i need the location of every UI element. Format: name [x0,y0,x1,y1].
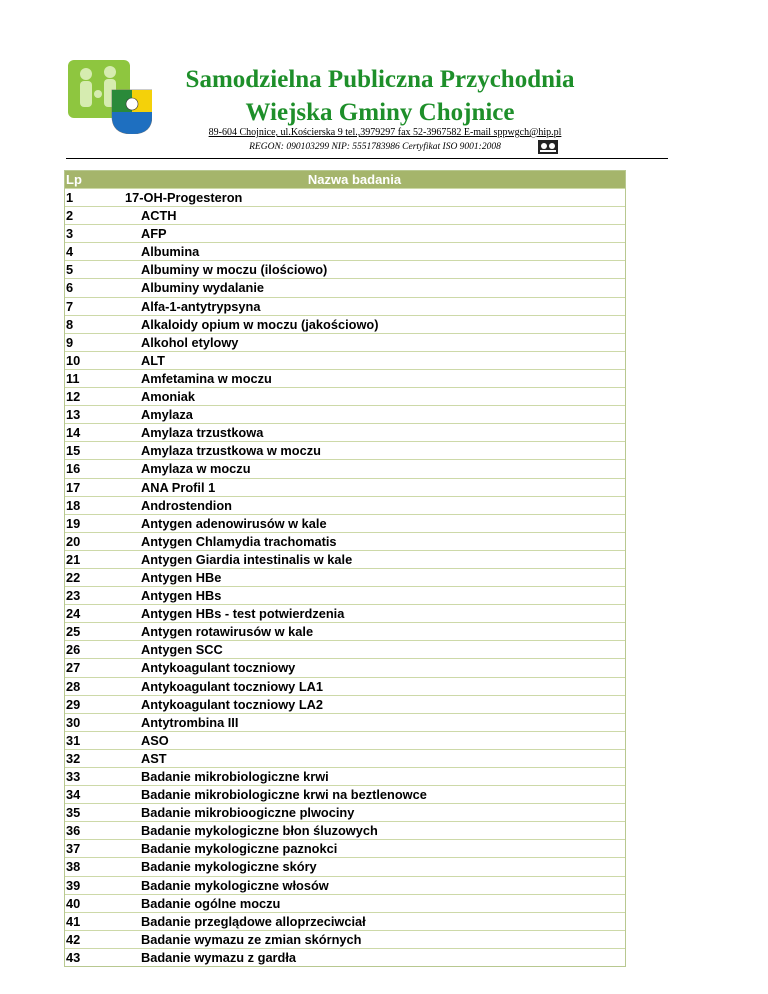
row-number: 14 [66,425,81,441]
row-number: 30 [66,714,81,730]
row-number: 17 [66,479,81,495]
row-number: 24 [66,606,81,622]
row-number: 7 [66,298,74,314]
row-number: 38 [66,859,81,875]
table-row [65,188,625,206]
table-row [65,496,625,514]
test-name: Badanie wymazu z gardła [141,949,297,965]
test-name: Antygen Chlamydia trachomatis [141,533,337,549]
table-row [65,894,625,912]
table-row [65,839,625,857]
test-name: Alkaloidy opium w moczu (jakościowo) [141,316,379,332]
table-row [65,767,625,785]
row-number: 27 [66,660,81,676]
table-row [65,423,625,441]
test-name: ALT [141,352,165,368]
header-divider [66,158,668,159]
table-row [65,731,625,749]
table-row [65,785,625,803]
test-name: Androstendion [141,497,232,513]
row-number: 2 [66,208,74,224]
test-name: Alfa-1-antytrypsyna [141,298,261,314]
row-number: 6 [66,280,74,296]
test-name: ANA Profil 1 [141,479,216,495]
table-row [65,803,625,821]
test-name: Badanie ogólne moczu [141,895,281,911]
test-name: Badanie mykologiczne błon śluzowych [141,823,378,839]
table-row [65,604,625,622]
test-name: Antytrombina III [141,714,239,730]
table-row [65,876,625,894]
test-name: Antygen HBe [141,569,222,585]
test-name: Antygen HBs - test potwierdzenia [141,606,345,622]
row-number: 34 [66,787,81,803]
row-number: 20 [66,533,81,549]
test-name: AST [141,750,167,766]
test-name: Badanie mikrobiologiczne krwi na beztlenowce [141,787,427,803]
row-number: 36 [66,823,81,839]
row-number: 29 [66,696,81,712]
table-row [65,206,625,224]
table-row [65,749,625,767]
row-number: 22 [66,569,81,585]
table-row [65,568,625,586]
registration-info: REGON: 090103299 NIP: 5551783986 Certyfikat ISO 9001:2008 [249,142,501,152]
test-name: ACTH [141,208,177,224]
row-number: 1 [66,190,74,205]
table-row [65,278,625,296]
row-number: 13 [66,407,81,423]
test-name: 17-OH-Progesteron [125,190,243,205]
table-row [65,315,625,333]
table-row [65,333,625,351]
test-name: Amylaza w moczu [141,461,251,477]
row-number: 26 [66,642,81,658]
row-number: 33 [66,769,81,784]
table-row [65,912,625,930]
row-number: 35 [66,805,81,821]
table-row [65,695,625,713]
table-row [65,387,625,405]
row-number: 32 [66,750,81,766]
table-row [65,260,625,278]
test-name: Antygen HBs [141,588,222,604]
test-name: Badanie mikrobiologiczne krwi [141,769,329,784]
table-row [65,478,625,496]
test-name: Amylaza trzustkowa [141,425,264,441]
row-number: 23 [66,588,81,604]
table-row [65,677,625,695]
row-number: 25 [66,624,81,640]
table-row [65,532,625,550]
test-name: Antygen rotawirusów w kale [141,624,314,640]
table-row [65,369,625,387]
test-name: Amoniak [141,389,196,405]
test-name: ASO [141,732,169,748]
row-number: 21 [66,551,81,567]
row-number: 11 [66,370,80,386]
test-name: Albuminy wydalanie [141,280,265,296]
test-name: Amfetamina w moczu [141,370,272,386]
table-row [65,948,625,966]
table-row [65,242,625,260]
row-number: 5 [66,262,74,278]
test-name: Albumina [141,244,200,260]
table-row [65,930,625,948]
row-number: 39 [66,877,81,893]
table-row [65,514,625,532]
row-number: 18 [66,497,81,513]
row-number: 28 [66,678,81,694]
test-name: Amylaza trzustkowa w moczu [141,443,321,459]
contact-address[interactable]: 89-604 Chojnice, ul.Kościerska 9 tel.,3979297 fax 52-3967582 E-mail sppwgch@hip.pl [208,127,562,138]
test-name: Albuminy w moczu (ilościowo) [141,262,328,278]
test-name: Badanie mykologiczne włosów [141,877,329,893]
row-number: 4 [66,244,74,260]
row-number: 19 [66,515,81,531]
row-number: 31 [66,732,81,748]
test-name: Antygen Giardia intestinalis w kale [141,551,353,567]
row-number: 41 [66,913,81,929]
clinic-title-line1: Samodzielna Publiczna Przychodnia [185,66,575,93]
table-row [65,622,625,640]
table-row [65,713,625,731]
letterhead [0,0,768,160]
tests-table [64,170,626,967]
table-row [65,405,625,423]
test-name: Antygen adenowirusów w kale [141,515,327,531]
test-name: AFP [141,226,167,242]
certificate-icon [538,140,558,154]
table-row [65,640,625,658]
test-name: Antygen SCC [141,642,223,658]
test-name: Alkohol etylowy [141,334,239,350]
test-name: Badanie mikrobioogiczne plwociny [141,805,355,821]
test-name: Badanie mykologiczne paznokci [141,841,338,857]
header-test-name: Nazwa badania [307,172,402,187]
row-number: 43 [66,949,81,965]
test-name: Antykoagulant toczniowy LA2 [141,696,324,712]
row-number: 10 [66,352,81,368]
table-header [65,171,625,188]
table-row [65,658,625,676]
test-name: Amylaza [141,407,193,423]
table-row [65,550,625,568]
row-number: 42 [66,931,81,947]
row-number: 37 [66,841,81,857]
row-number: 9 [66,334,74,350]
table-row [65,857,625,875]
row-number: 8 [66,316,74,332]
table-row [65,441,625,459]
table-row [65,297,625,315]
table-row [65,351,625,369]
header-lp: Lp [66,172,82,187]
table-row [65,459,625,477]
row-number: 12 [66,389,81,405]
table-row [65,821,625,839]
row-number: 16 [66,461,81,477]
test-name: Badanie mykologiczne skóry [141,859,317,875]
test-name: Badanie przeglądowe alloprzeciwciał [141,913,366,929]
table-body [65,188,625,966]
row-number: 15 [66,443,81,459]
table-row [65,224,625,242]
row-number: 40 [66,895,81,911]
row-number: 3 [66,226,74,242]
test-name: Antykoagulant toczniowy [141,660,296,676]
test-name: Antykoagulant toczniowy LA1 [141,678,324,694]
table-row [65,586,625,604]
clinic-title-line2: Wiejska Gminy Chojnice [245,99,515,126]
test-name: Badanie wymazu ze zmian skórnych [141,931,362,947]
